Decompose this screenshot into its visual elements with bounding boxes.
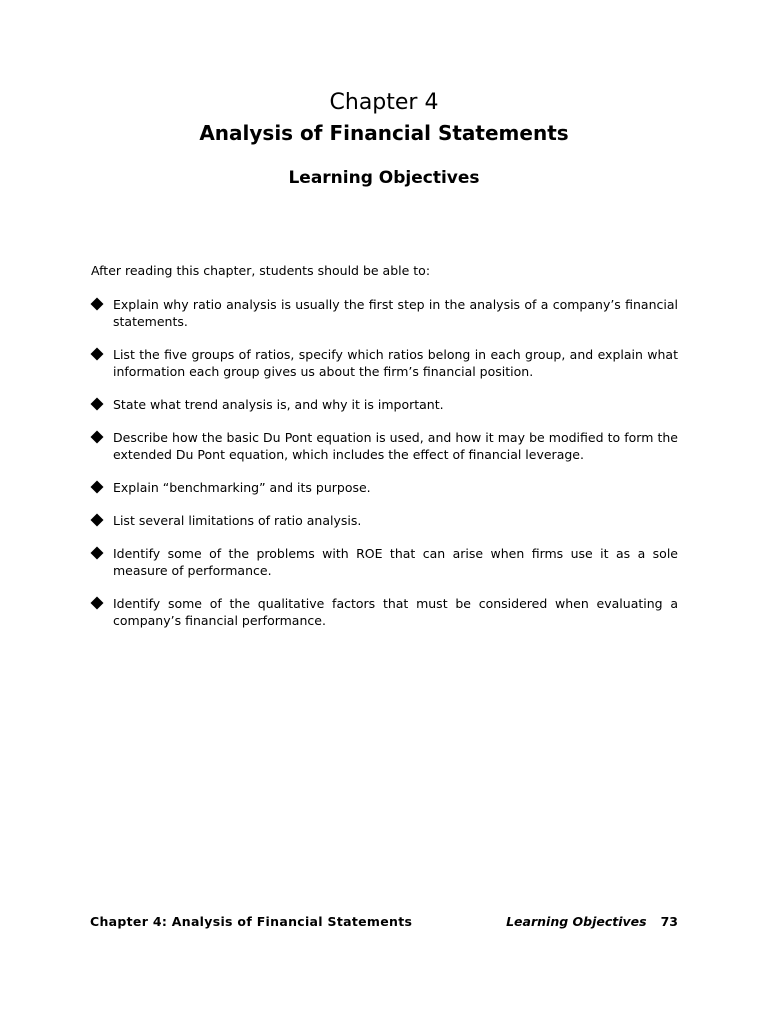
chapter-number: Chapter 4 bbox=[329, 90, 439, 115]
objective-item bbox=[90, 296, 678, 330]
objective-text: Describe how the basic Du Pont equation is used, and how it may be modified to form the extended Du Pont equation, which includes the effect of financial leverage. bbox=[113, 430, 678, 462]
objective-text: List several limitations of ratio analysis. bbox=[113, 513, 362, 528]
objective-item bbox=[90, 346, 678, 380]
objective-text: List the five groups of ratios, specify which ratios belong in each group, and explain what information each group gives us about the firm’s financial position. bbox=[113, 347, 678, 379]
section-heading: Learning Objectives bbox=[288, 168, 480, 188]
diamond-bullet-icon bbox=[90, 430, 104, 444]
objective-item bbox=[90, 545, 678, 579]
diamond-bullet-icon bbox=[90, 397, 104, 411]
chapter-title: Analysis of Financial Statements bbox=[199, 121, 569, 145]
page-number: 73 bbox=[660, 914, 678, 929]
title-block bbox=[0, 88, 768, 148]
diamond-bullet-icon bbox=[90, 513, 104, 527]
intro-text: After reading this chapter, students should be able to: bbox=[91, 263, 431, 278]
objective-item bbox=[90, 595, 678, 629]
objectives-list bbox=[90, 296, 678, 645]
diamond-bullet-icon bbox=[90, 480, 104, 494]
footer-section-name: Learning Objectives bbox=[506, 914, 647, 929]
objective-item bbox=[90, 429, 678, 463]
objective-text: State what trend analysis is, and why it is important. bbox=[113, 397, 444, 412]
objective-item bbox=[90, 396, 678, 413]
objective-text: Identify some of the qualitative factors that must be considered when evaluating a company’s financial performance. bbox=[113, 596, 678, 628]
diamond-bullet-icon bbox=[90, 347, 104, 361]
footer-chapter-title: Chapter 4: Analysis of Financial Statements bbox=[90, 914, 413, 929]
objective-text: Identify some of the problems with ROE that can arise when firms use it as a sole measure of performance. bbox=[113, 546, 678, 578]
objective-text: Explain why ratio analysis is usually the first step in the analysis of a company’s financial statements. bbox=[113, 297, 678, 329]
objective-item bbox=[90, 512, 678, 529]
objective-item bbox=[90, 479, 678, 496]
footer-right bbox=[506, 913, 678, 931]
diamond-bullet-icon bbox=[90, 297, 104, 311]
objective-text: Explain “benchmarking” and its purpose. bbox=[113, 480, 371, 495]
diamond-bullet-icon bbox=[90, 596, 104, 610]
diamond-bullet-icon bbox=[90, 546, 104, 560]
